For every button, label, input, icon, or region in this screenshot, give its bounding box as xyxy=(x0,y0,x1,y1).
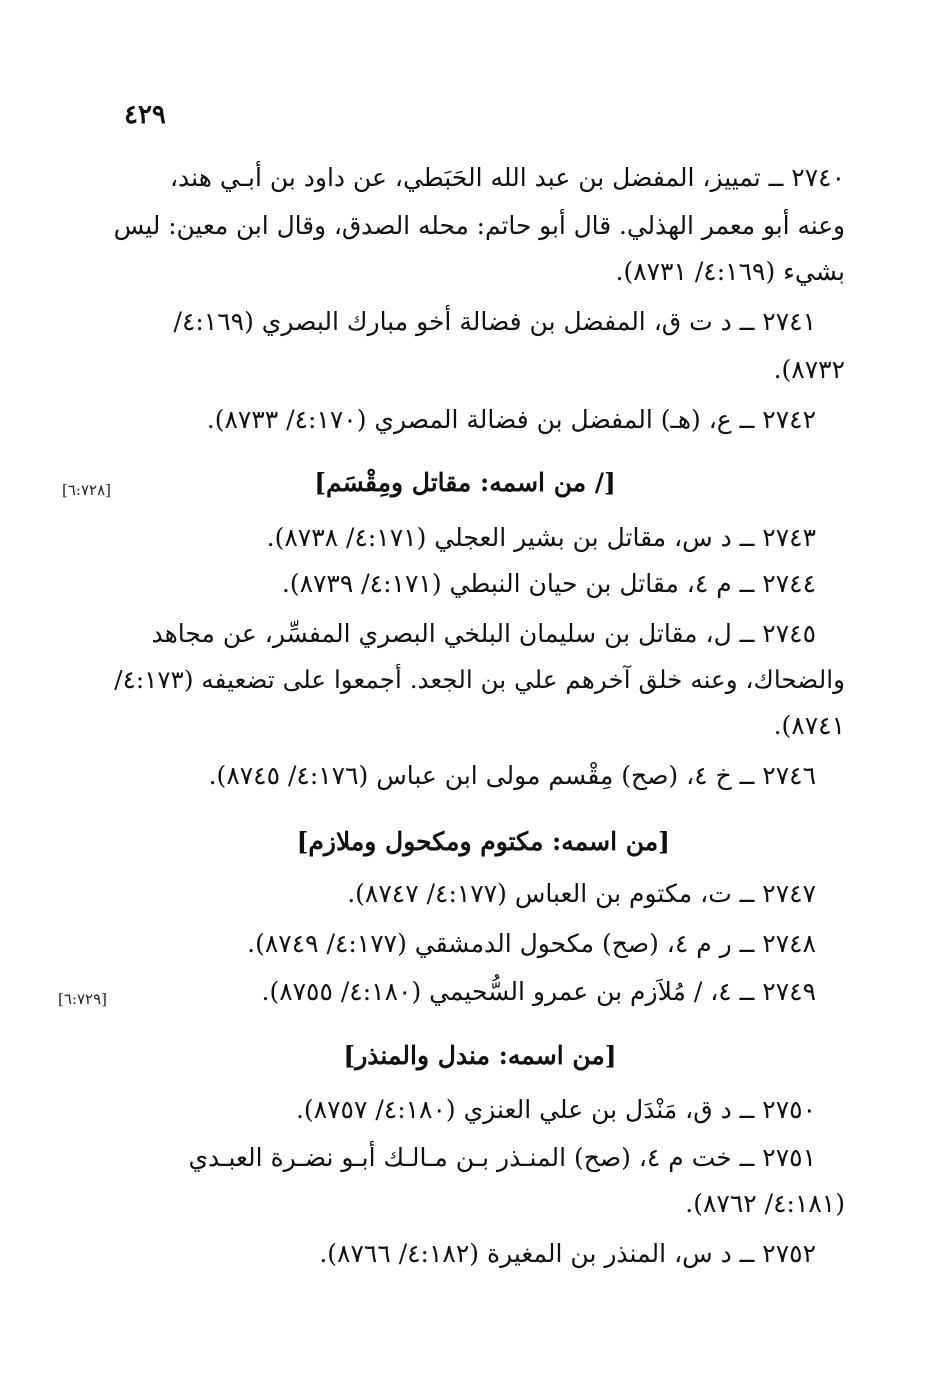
entry-2742: ٢٧٤٢ ــ ع، (هـ) المفضل بن فضالة المصري (٤:١٧٠/ ٨٧٣٣). xyxy=(206,405,816,434)
entry-2743: ٢٧٤٣ ــ د س، مقاتل بن بشير العجلي (٤:١٧١/ ٨٧٣٨). xyxy=(266,523,816,552)
entry-2748: ٢٧٤٨ ــ ر م ٤، (صح) مكحول الدمشقي (٤:١٧٧/ ٨٧٤٩). xyxy=(247,929,816,958)
page-number: ٤٢٩ xyxy=(124,100,166,130)
entry-2744: ٢٧٤٤ ــ م ٤، مقاتل بن حيان النبطي (٤:١٧١/ ٨٧٣٩). xyxy=(281,569,816,598)
entry-2749: ٢٧٤٩ ــ ٤، / مُلاَزم بن عمرو السُّحيمي (٤:١٨٠/ ٨٧٥٥). xyxy=(261,977,816,1006)
entry-2741-line-1: ٢٧٤١ ــ د ت ق، المفضل بن فضالة أخو مبارك البصري (٤:١٦٩/ xyxy=(173,307,816,336)
margin-reference-1: [٦:٧٢٨] xyxy=(62,481,111,499)
entry-2745-line-1: ٢٧٤٥ ــ ل، مقاتل بن سليمان البلخي البصري المفسِّر، عن مجاهد xyxy=(151,619,816,648)
entry-2745-line-3: ٨٧٤١). xyxy=(773,711,845,740)
section-heading-muqatil: [/ من اسمه: مقاتل ومِقْسَم] xyxy=(314,468,616,497)
margin-reference-2: [٦:٧٢٩] xyxy=(58,990,107,1008)
entry-2751-line-2: (٤:١٨١/ ٨٧٦٢). xyxy=(685,1189,845,1218)
entry-2747: ٢٧٤٧ ــ ت، مكتوم بن العباس (٤:١٧٧/ ٨٧٤٧). xyxy=(347,879,816,908)
entry-2740-line-1: ٢٧٤٠ ــ تمييز، المفضل بن عبد الله الحَبَطي، عن داود بن أبـي هند، xyxy=(169,163,845,192)
entry-2751-line-1: ٢٧٥١ ــ خت م ٤، (صح) المنـذر بـن مـالـك أبـو نضـرة العبـدي xyxy=(188,1143,816,1172)
entry-2746: ٢٧٤٦ ــ خ ٤، (صح) مِقْسم مولى ابن عباس (٤:١٧٦/ ٨٧٤٥). xyxy=(208,761,816,790)
section-heading-maktum: [من اسمه: مكتوم ومكحول وملازم] xyxy=(296,827,670,856)
entry-2745-line-2: والضحاك، وعنه خلق آخرهم علي بن الجعد. أجمعوا على تضعيفه (٤:١٧٣/ xyxy=(114,665,845,694)
entry-2740-line-3: بشيء (٤:١٦٩/ ٨٧٣١). xyxy=(615,257,845,286)
section-heading-mandal: [من اسمه: مندل والمنذر] xyxy=(343,1041,617,1070)
entry-2740-line-2: وعنه أبو معمر الهذلي. قال أبو حاتم: محله الصدق، وقال ابن معين: ليس xyxy=(113,211,845,240)
entry-2752: ٢٧٥٢ ــ د س، المنذر بن المغيرة (٤:١٨٢/ ٨٧٦٦). xyxy=(319,1239,816,1268)
entry-2750: ٢٧٥٠ ــ د ق، مَنْدَل بن علي العنزي (٤:١٨٠/ ٨٧٥٧). xyxy=(295,1095,816,1124)
entry-2741-line-2: ٨٧٣٢). xyxy=(773,355,845,384)
